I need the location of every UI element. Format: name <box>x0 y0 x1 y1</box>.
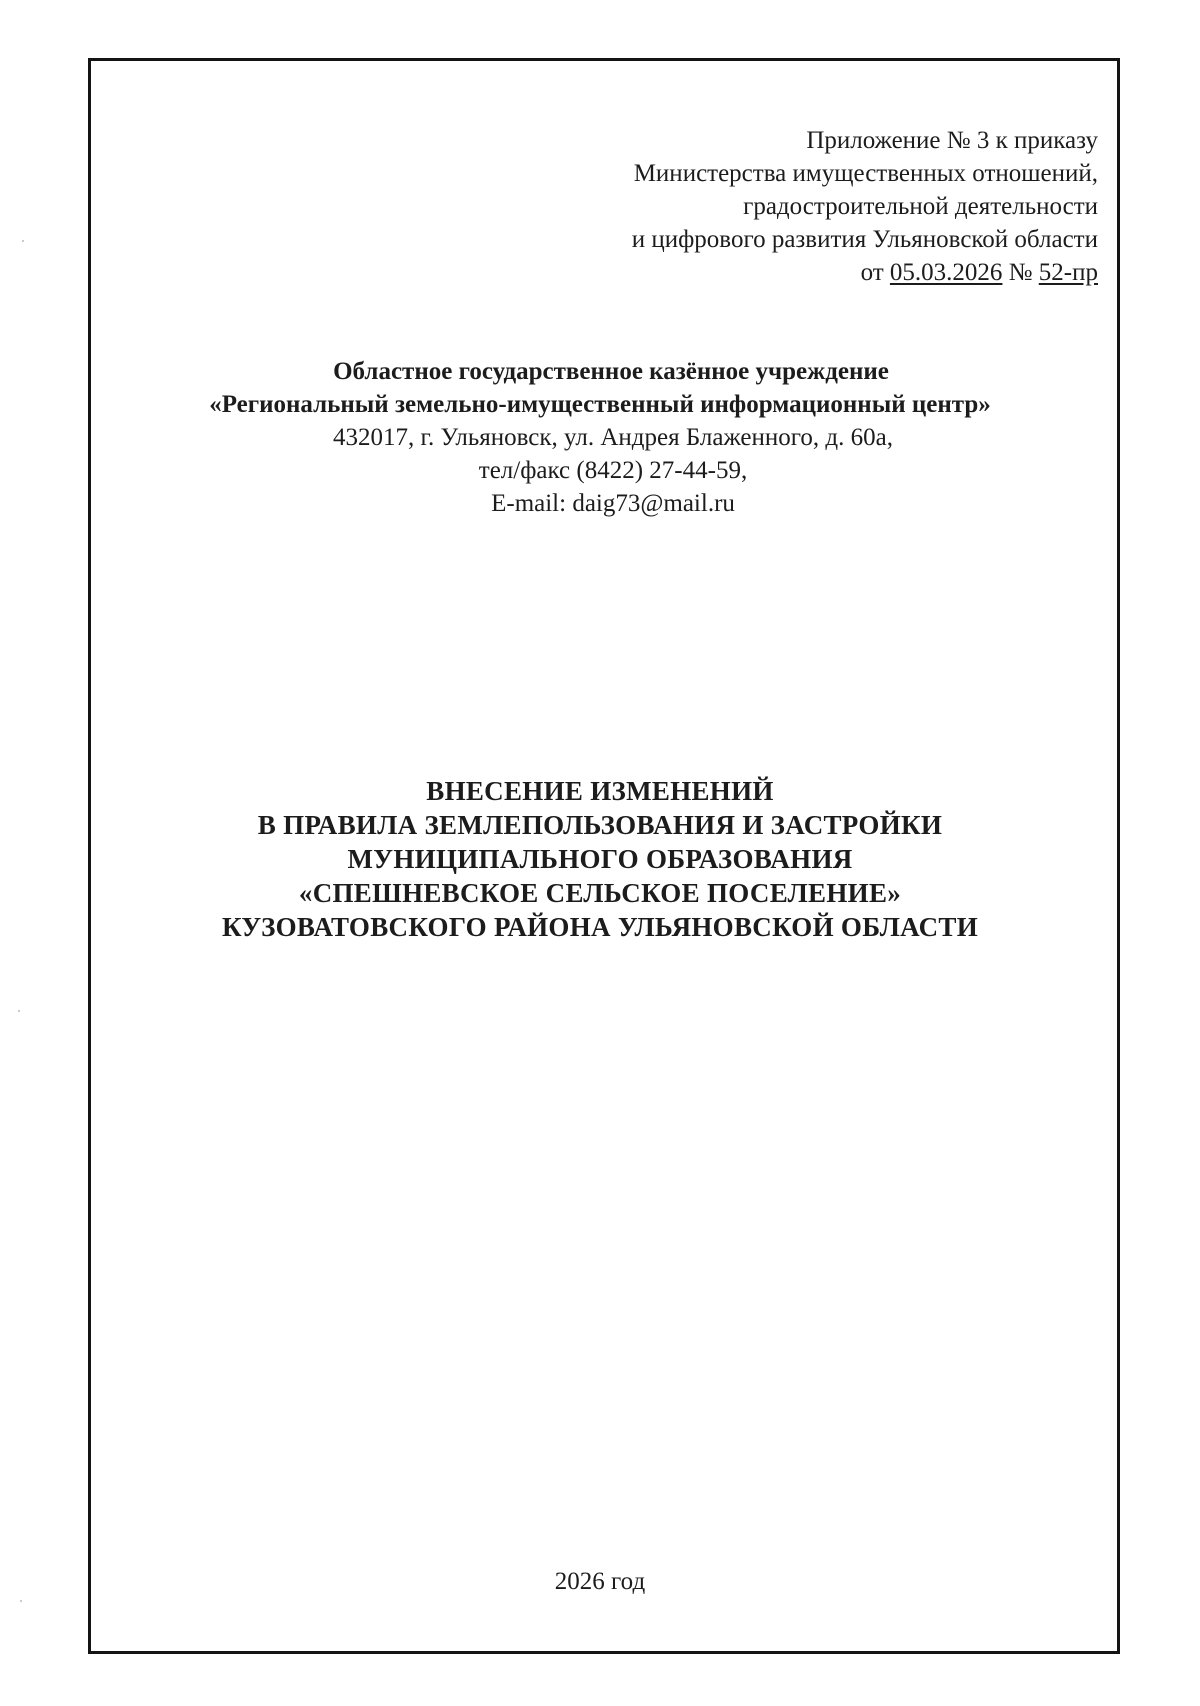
organization-type: Областное государственное казённое учреждение <box>333 358 889 385</box>
scan-speck <box>18 1010 20 1012</box>
appendix-line-1: Приложение № 3 к приказу <box>806 127 1098 154</box>
date-prefix: от <box>860 259 884 286</box>
organization-phone: тел/факс (8422) 27-44-59, <box>478 457 748 484</box>
appendix-date-line <box>0 256 1098 289</box>
title-line-3: МУНИЦИПАЛЬНОГО ОБРАЗОВАНИЯ <box>347 844 853 874</box>
number-prefix: № <box>1008 259 1033 286</box>
title-line-1: ВНЕСЕНИЕ ИЗМЕНЕНИЙ <box>426 776 774 806</box>
scan-speck <box>20 1600 22 1602</box>
document-year: 2026 год <box>554 1568 646 1595</box>
title-line-5: КУЗОВАТОВСКОГО РАЙОНА УЛЬЯНОВСКОЙ ОБЛАСТИ <box>221 912 978 942</box>
organization-email: E-mail: daig73@mail.ru <box>491 490 735 517</box>
order-date: 05.03.2026 <box>889 259 1003 286</box>
appendix-line-4: и цифрового развития Ульяновской области <box>631 226 1098 253</box>
document-title <box>0 774 1200 944</box>
organization-address: 432017, г. Ульяновск, ул. Андрея Блаженного, д. 60а, <box>333 424 893 451</box>
organization-block <box>0 355 1200 520</box>
scan-speck <box>22 240 24 242</box>
order-number: 52-пр <box>1038 259 1098 286</box>
appendix-line-2: Министерства имущественных отношений, <box>633 160 1098 187</box>
organization-name: «Региональный земельно-имущественный информационный центр» <box>209 391 991 418</box>
appendix-line-3: градостроительной деятельности <box>743 193 1098 220</box>
appendix-block <box>0 124 1098 289</box>
title-line-2: В ПРАВИЛА ЗЕМЛЕПОЛЬЗОВАНИЯ И ЗАСТРОЙКИ <box>257 810 943 840</box>
title-line-4: «СПЕШНЕВСКОЕ СЕЛЬСКОЕ ПОСЕЛЕНИЕ» <box>298 878 902 908</box>
